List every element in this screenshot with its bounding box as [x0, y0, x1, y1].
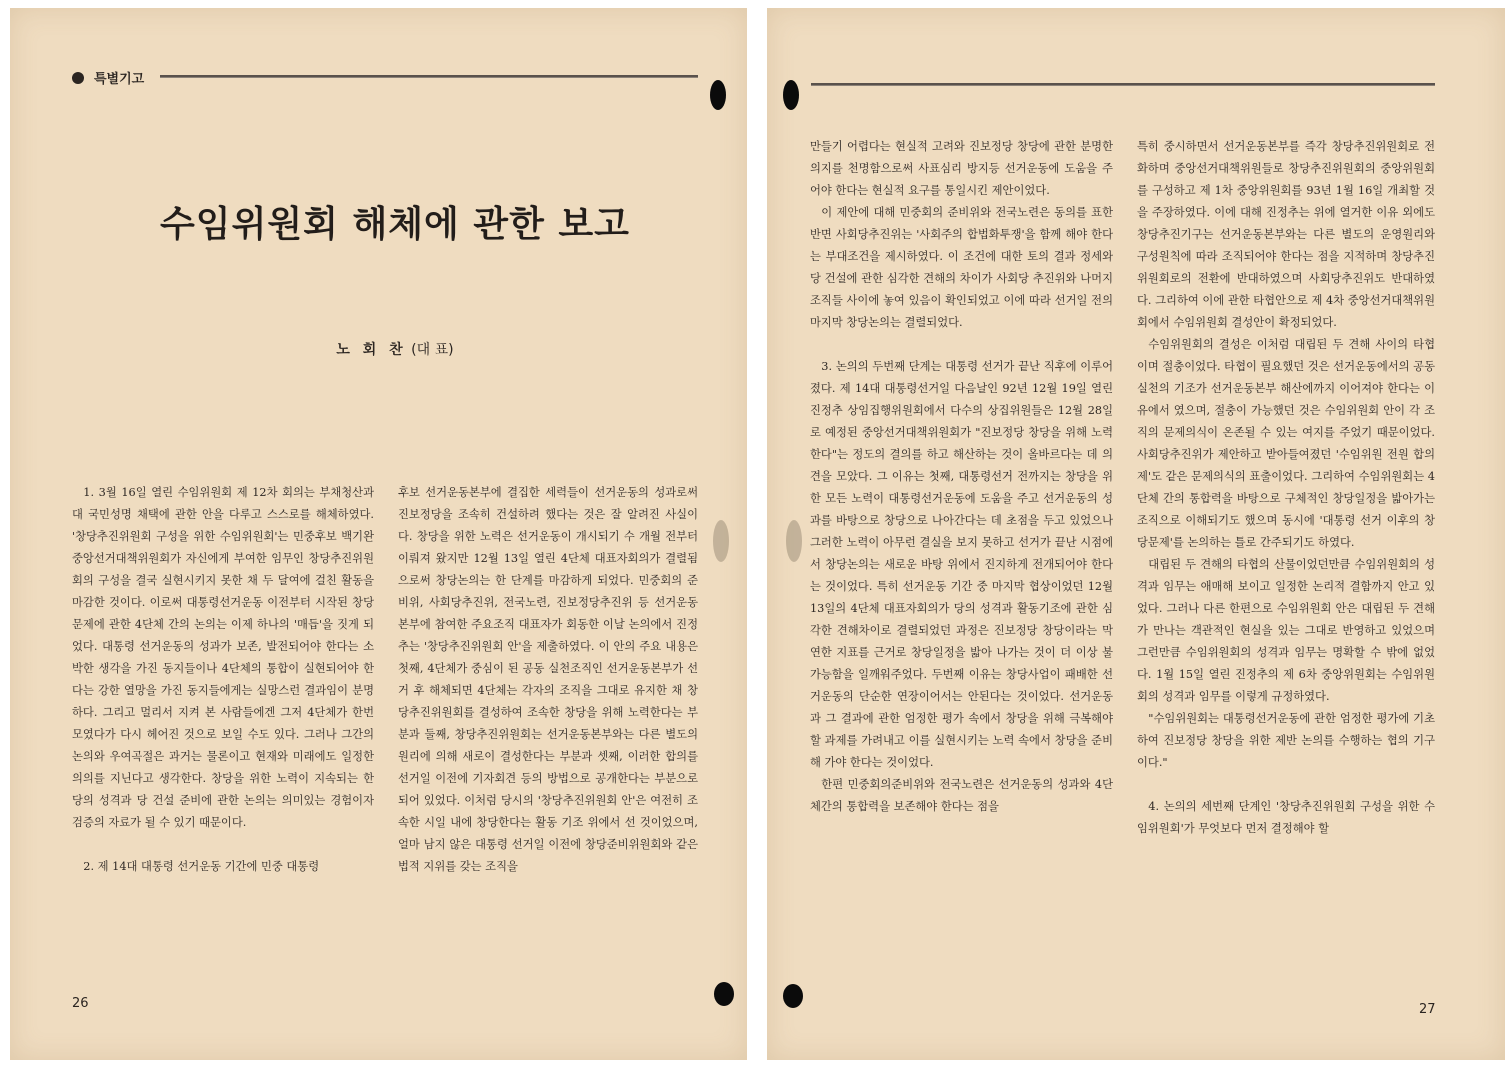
paragraph: 한편 민중회의준비위와 전국노련은 선거운동의 성과와 4단체간의 통합력을 보존해야 한다는 점을: [810, 778, 1113, 813]
paragraph: 대립된 두 견해의 타협의 산물이었던만큼 수임위원회의 성격과 임무는 애매해 보이고 일정한 논리적 결함까지 안고 있었다. 그러나 다른 한편으로 수임위원회 안은 대립된 두 견해가 만나는 객관적인 현실을 있는 그대로 반영하고 있었으며 그런만큼 수임위원회의 성격과 임무는 명확할 수 밖에 없었다. 1월 15일 열린 진정추의 제 6차 중앙위원회는 수임위원회의 성격과 임무를 이렇게 규정하였다.: [1137, 558, 1435, 703]
paragraph: 수임위원회의 결성은 이처럼 대립된 두 견해 사이의 타협이며 절충이었다. 타협이 필요했던 것은 선거운동에서의 공동실천의 기조가 선거운동본부 해산에까지 이어져야 한다는 이유에서 였으며, 절충이 가능했던 것은 수임위원회 안이 각 조직의 문제의식이 온존될 수 있는 여지를 주었기 때문이었다. 사회당추진위가 제안하고 받아들여졌던 '수임위원 전원 합의제'도 같은 문제의식의 표출이었다. 그리하여 수임위원회는 4단체 간의 통합력을 바탕으로 구체적인 창당일정을 밟아가는 조직으로 이해되기도 했으며 동시에 '대통령 선거 이후의 창당문제'를 논의하는 틀로 간주되기도 하였다.: [1137, 338, 1435, 549]
paragraph: 후보 선거운동본부에 결집한 세력들이 선거운동의 성과로써 진보정당을 조속히 건설하려 했다는 것은 잘 알려진 사실이다. 창당을 위한 노력은 선거운동이 개시되기 수 개월 전부터 이뤄져 왔지만 12월 13일 열린 4단체 대표자회의가 결렬됨으로써 창당논의는 한 단계를 마감하게 되었다. 민중회의 준비위, 사회당추진위, 전국노련, 진보정당추진위 등 선거운동본부에 참여한 주요조직 대표자가 회동한 이날 논의에서 진정추는 '창당추진위원회 안'을 제출하였다. 이 안의 주요 내용은 첫째, 4단체가 중심이 된 공동 실천조직인 선거운동본부가 선거 후 해체되면 4단체는 각자의 조직을 그대로 유지한 채 창당추진위원회를 결성하여 조속한 창당을 위해 노력한다는 부분과 둘째, 창당추진위원회는 선거운동본부와는 다른 별도의 원리에 의해 새로이 결성한다는 부분과 셋째, 이러한 합의를 선거일 이전에 기자회견 등의 방법으로 공개한다는 부분으로 되어 있었다. 이처럼 당시의 '창당추진위원회 안'은 여전히 조속한 시일 내에 창당한다는 활동 기조 위에서 선 것이었으며, 얼마 남지 않은 대통령 선거일 이전에 창당준비위원회와 같은 법적 지위를 갖는 조직을: [398, 486, 698, 873]
right-page: [767, 8, 1505, 1060]
paragraph: 이 제안에 대해 민중회의 준비위와 전국노련은 동의를 표한 반면 사회당추진위는 '사회주의 합법화투쟁'을 함께 해야 한다는 부대조건을 제시하였다. 이 조건에 대한 토의 결과 정세와 당 건설에 관한 심각한 견해의 차이가 사회당 추진위와 나머지 조직들 사이에 놓여 있음이 확인되었고 이에 따라 선거일 전의 마지막 창당논의는 결렬되었다.: [810, 206, 1113, 329]
header-rule: [160, 75, 698, 78]
paragraph: 만들기 어렵다는 현실적 고려와 진보정당 창당에 관한 분명한 의지를 천명함으로써 사표심리 방지등 선거운동에 도움을 주어야 한다는 현실적 요구를 통일시킨 제안이었다.: [810, 140, 1113, 197]
binding-hole-icon: [710, 80, 726, 110]
quotation: "수임위원회는 대통령선거운동에 관한 엄정한 평가에 기초하여 진보정당 창당을 위한 제반 논의를 수행하는 협의 기구이다.": [1137, 712, 1435, 769]
binding-hole-shadow-icon: [713, 520, 729, 562]
binding-hole-icon: [714, 982, 734, 1006]
author-line: [70, 339, 720, 359]
page-number: 27: [1419, 1002, 1436, 1017]
page-number: 26: [72, 996, 89, 1011]
binding-hole-icon: [783, 984, 803, 1008]
paragraph: 특히 중시하면서 선거운동본부를 즉각 창당추진위원회로 전화하며 중앙선거대책위원들로 창당추진위원회의 중앙위원회를 구성하고 제 1차 중앙위원회를 93년 1월 16일 개최할 것을 주장하였다. 이에 대해 진정추는 위에 열거한 이유 외에도 창당추진기구는 선거운동본부와는 다른 별도의 운영원리와 구성원칙에 따라 조직되어야 한다는 점을 지적하며 창당추진위원회로의 전환에 반대하였으며 사회당추진위도 반대하였다. 그리하여 이에 관한 타협안으로 제 4차 중앙선거대책위원회에서 수임위원회 결성안이 확정되었다.: [1137, 140, 1435, 329]
left-page: [10, 8, 747, 1060]
section-label: [72, 68, 144, 87]
binding-hole-icon: [783, 80, 799, 110]
right-column-1: [810, 136, 1113, 818]
author-role: (대 표): [411, 342, 454, 358]
right-column-2: [1137, 136, 1435, 840]
paragraph: 2. 제 14대 대통령 선거운동 기간에 민중 대통령: [83, 860, 320, 873]
header-rule: [811, 83, 1435, 86]
binding-hole-shadow-icon: [786, 520, 802, 562]
paragraph: 1. 3월 16일 열린 수임위원회 제 12차 회의는 부채청산과 대 국민성명 채택에 관한 안을 다루고 스스로를 해체하였다. '창당추진위원회 구성을 위한 수임위원회'는 민중후보 백기완 중앙선거대책위원회가 자신에게 부여한 임무인 창당추진위원회의 구성을 결국 실현시키지 못한 채 두 달여에 걸친 활동을 마감한 것이다. 이로써 대통령선거운동 이전부터 시작된 창당문제에 관한 4단체 간의 논의는 이제 하나의 '매듭'을 짓게 되었다. 대통령 선거운동의 성과가 보존, 발전되어야 한다는 소박한 생각을 가진 동지들이나 4단체의 통합이 실현되어야 한다는 강한 열망을 가진 동지들에게는 실망스런 결과임이 분명하다. 그리고 멀리서 지켜 본 사람들에겐 그저 4단체가 한번 모였다가 다시 헤어진 것으로 보일 수도 있다. 그러나 그간의 논의와 우여곡절은 과거는 물론이고 현재와 미래에도 일정한 의의를 지닌다고 생각한다. 창당을 위한 노력이 지속되는 한 당의 성격과 당 건설 준비에 관한 논의는 의미있는 경험이자 검증의 자료가 될 수 있기 때문이다.: [72, 486, 374, 829]
paragraph: 4. 논의의 세번째 단계인 '창당추진위원회 구성을 위한 수임위원회'가 무엇보다 먼저 결정해야 할: [1137, 800, 1435, 835]
paragraph: 3. 논의의 두번째 단계는 대통령 선거가 끝난 직후에 이루어졌다. 제 14대 대통령선거일 다음날인 92년 12월 19일 열린 진정추 상임집행위원회에서 다수의 상집위원들은 12월 28일로 예정된 중앙선거대책위원회가 "진보정당 창당을 위해 노력한다"는 정도의 결의를 하고 해산하는 것이 올바르다는 데 의견을 모았다. 그 이유는 첫째, 대통령선거 전까지는 창당을 위한 모든 노력이 대통령선거운동에 도움을 주고 선거운동의 성과를 바탕으로 창당으로 나아간다는 데 초점을 두고 있었으나 그러한 노력이 아무런 결실을 보지 못하고 선거가 끝난 시점에서 창당논의는 새로운 바탕 위에서 진지하게 전개되어야 한다는 것이었다. 특히 선거운동 기간 중 마지막 협상이었던 12월 13일의 4단체 대표자회의가 당의 성격과 활동기조에 관한 심각한 견해차이로 결렬되었던 과정은 진보정당 창당이라는 막연한 지표를 근거로 창당일정을 밟아 나가는 것이 더 이상 불가능함을 일깨워주었다. 두번째 이유는 창당사업이 패배한 선거운동의 단순한 연장이어서는 안된다는 것이었다. 선거운동과 그 결과에 관한 엄정한 평가 속에서 창당을 위해 극복해야할 과제를 가려내고 이를 실현시키는 노력 속에서 창당을 준비해 가야 한다는 것이었다.: [810, 360, 1113, 769]
article-title: 수임위원회 해체에 관한 보고: [160, 204, 630, 245]
author-name: 노 회 찬: [336, 342, 407, 358]
section-label-text: 특별기고: [94, 72, 145, 87]
bullet-icon: [72, 72, 84, 84]
left-column-1: [72, 482, 374, 878]
left-column-2: [398, 482, 698, 878]
